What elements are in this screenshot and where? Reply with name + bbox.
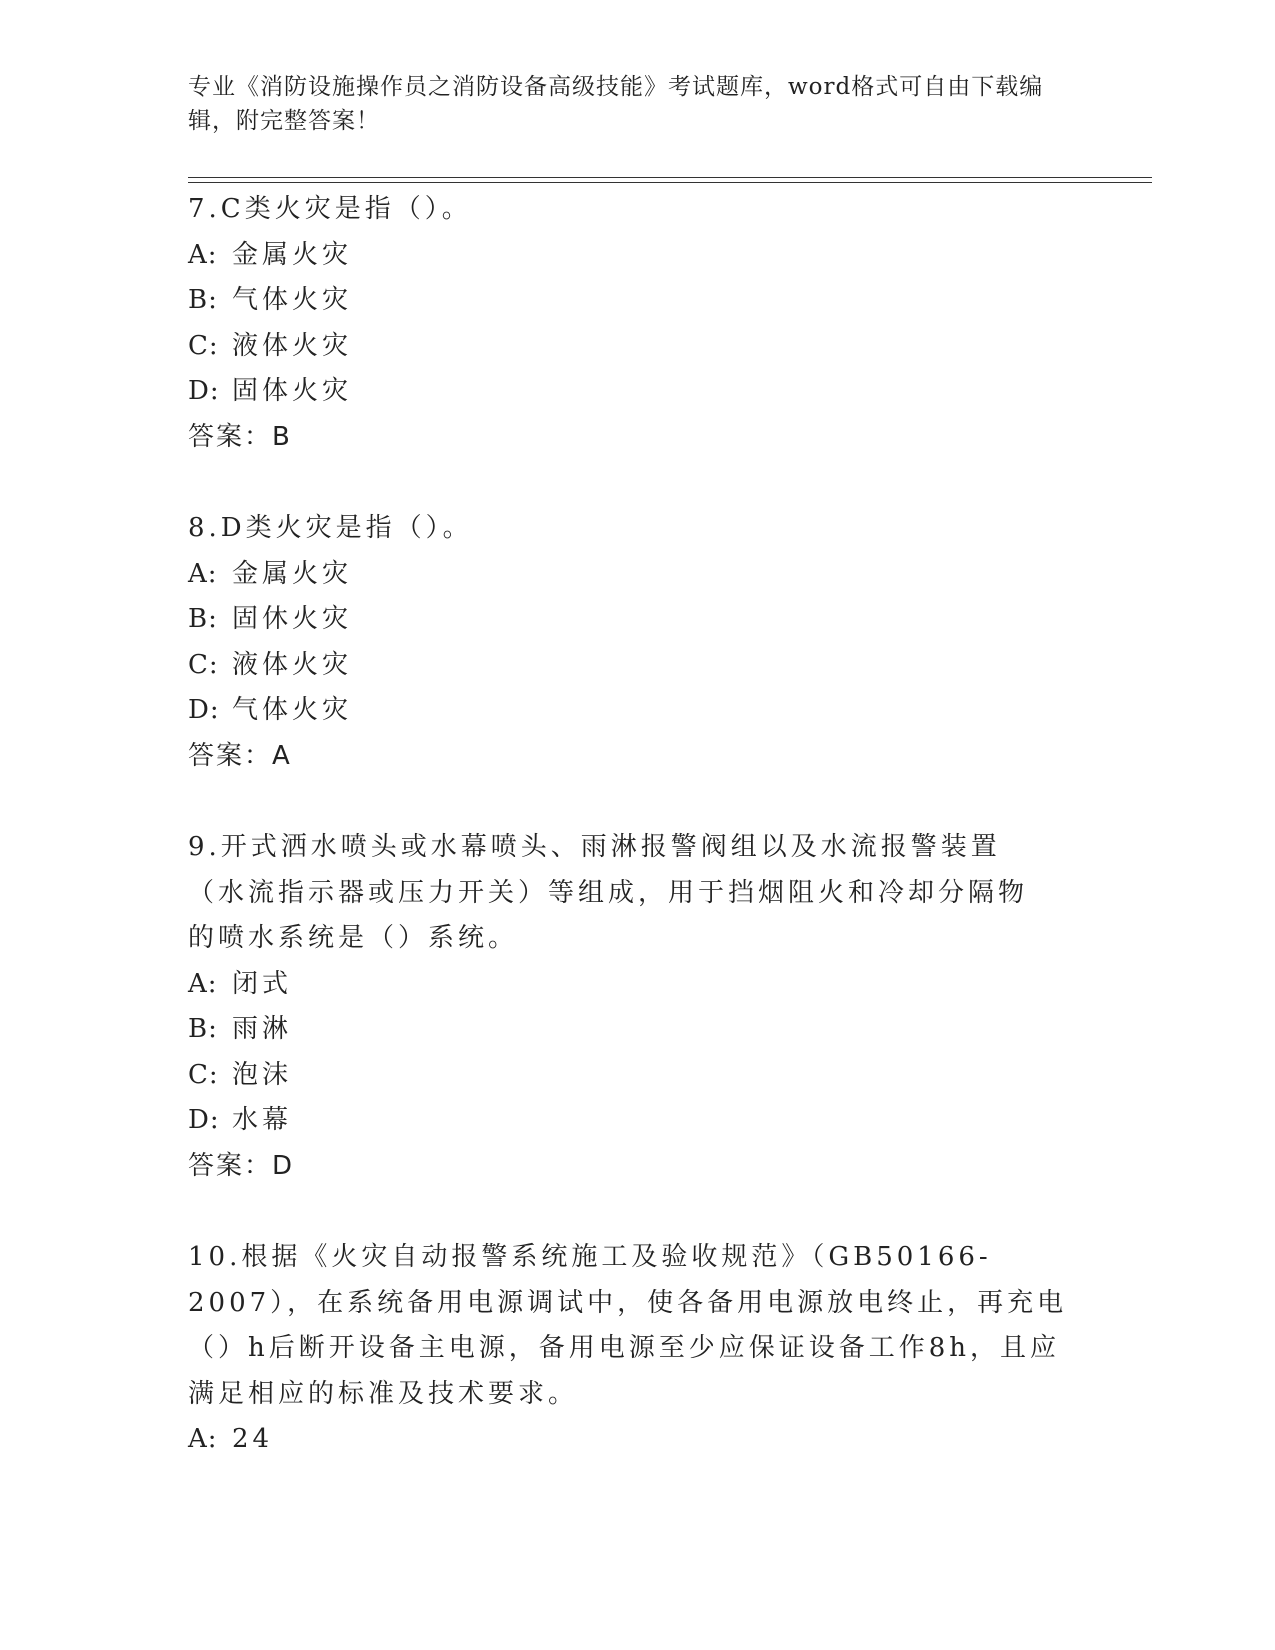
option-key: B: xyxy=(188,1014,218,1044)
option-text: 固休火灾 xyxy=(232,604,353,634)
option-d xyxy=(188,688,1088,734)
answer-line: 答案：B xyxy=(188,421,292,452)
option-key: C: xyxy=(188,1059,219,1090)
option-a xyxy=(188,233,1088,279)
option-text: 金属火灾 xyxy=(232,558,353,589)
option-text: 金属火灾 xyxy=(232,239,353,270)
option-d xyxy=(188,1098,1088,1144)
question-7 xyxy=(188,187,1088,460)
question-stem: 9.开式洒水喷头或水幕喷头、雨淋报警阀组以及水流报警装置（水流指示器或压力开关）等组成，用于挡烟阻火和冷却分隔物的喷水系统是（）系统。 xyxy=(188,832,1029,953)
answer-line: 答案：D xyxy=(188,1150,295,1181)
header-divider-top xyxy=(188,177,1152,178)
question-list xyxy=(188,187,1088,1509)
option-c xyxy=(188,643,1088,689)
option-key: C: xyxy=(188,330,219,361)
option-key: B: xyxy=(188,285,218,315)
option-b xyxy=(188,278,1088,324)
option-a xyxy=(188,552,1088,598)
option-d xyxy=(188,369,1088,415)
option-a xyxy=(188,1417,1088,1463)
question-9 xyxy=(188,825,1088,1189)
option-key: C: xyxy=(188,649,219,680)
question-8 xyxy=(188,506,1088,779)
option-text: 泡沫 xyxy=(232,1059,293,1090)
question-10 xyxy=(188,1235,1088,1463)
document-intro: 专业《消防设施操作员之消防设备高级技能》考试题库，word格式可自由下载编辑，附完整答案！ xyxy=(188,74,1044,134)
option-text: 液体火灾 xyxy=(232,330,353,361)
option-key: A: xyxy=(188,558,218,589)
question-stem: 10.根据《火灾自动报警系统施工及验收规范》（GB50166-2007），在系统备用电源调试中，使各备用电源放电终止，再充电（）h后断开设备主电源，备用电源至少应保证设备工作8h，且应满足相应的标准及技术要求。 xyxy=(188,1242,1068,1409)
option-key: D: xyxy=(188,1105,220,1135)
answer-line: 答案：A xyxy=(188,740,292,771)
option-text: 水幕 xyxy=(232,1105,293,1135)
header-divider-bottom xyxy=(188,182,1152,183)
option-text: 闭式 xyxy=(232,968,293,999)
option-text: 雨淋 xyxy=(232,1014,293,1044)
option-c xyxy=(188,1053,1088,1099)
question-stem: 8.D类火灾是指（）。 xyxy=(188,513,473,543)
option-text: 气体火灾 xyxy=(232,285,353,315)
option-key: D: xyxy=(188,695,220,725)
option-key: A: xyxy=(188,1424,218,1454)
option-c xyxy=(188,324,1088,370)
option-a xyxy=(188,962,1088,1008)
option-text: 24 xyxy=(232,1424,274,1454)
option-b xyxy=(188,1007,1088,1053)
option-text: 气体火灾 xyxy=(232,695,353,725)
option-text: 液体火灾 xyxy=(232,649,353,680)
option-text: 固体火灾 xyxy=(232,376,353,406)
option-key: A: xyxy=(188,968,218,999)
option-key: B: xyxy=(188,604,218,634)
option-b xyxy=(188,597,1088,643)
option-key: D: xyxy=(188,376,220,406)
option-key: A: xyxy=(188,239,218,270)
question-stem: 7.C类火灾是指（）。 xyxy=(188,194,472,224)
